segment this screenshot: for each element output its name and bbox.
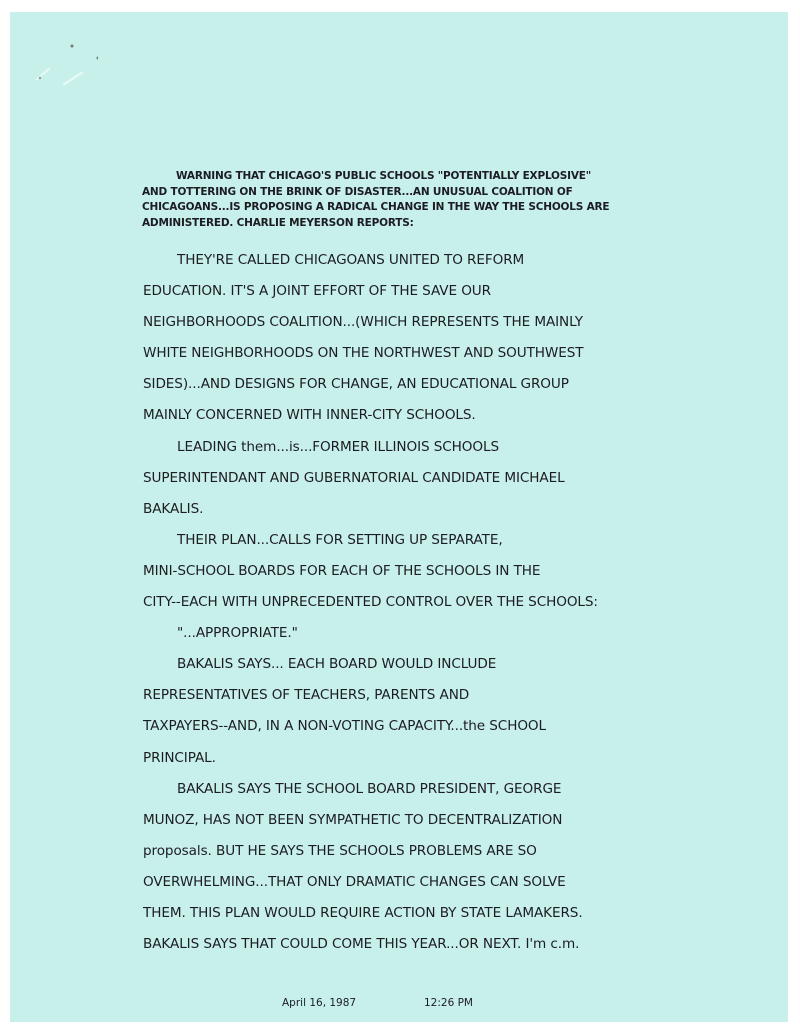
story-line: THEM. THIS PLAN WOULD REQUIRE ACTION BY STATE LAMAKERS. xyxy=(143,904,583,921)
story-line: WHITE NEIGHBORHOODS ON THE NORTHWEST AND SOUTHWEST xyxy=(143,345,584,362)
story-line: BAKALIS. xyxy=(143,500,204,517)
staple-marks xyxy=(28,40,98,100)
story-line: BAKALIS SAYS THAT COULD COME THIS YEAR...OR NEXT. I'm c.m. xyxy=(143,936,580,953)
story-line: BAKALIS SAYS THE SCHOOL BOARD PRESIDENT, GEORGE xyxy=(177,780,562,797)
document-page xyxy=(10,12,788,1022)
footer-date: April 16, 1987 xyxy=(282,997,357,1009)
footer-time: 12:26 PM xyxy=(424,997,473,1009)
lead-text: WARNING THAT CHICAGO'S PUBLIC SCHOOLS "POTENTIALLY EXPLOSIVE" AND TOTTERING ON THE BRINK OF DISASTER...AN UNUSUAL COALITION OF CHICAGOANS...IS PROPOSING A RADICAL CHANGE IN THE WAY THE SCHOOLS ARE ADMINISTERED. CHARLIE MEYERSON REPORTS: xyxy=(142,170,610,229)
story-line: LEADING them...is...FORMER ILLINOIS SCHOOLS xyxy=(177,438,499,455)
story-line: THEY'RE CALLED CHICAGOANS UNITED TO REFORM xyxy=(177,252,525,268)
story-line: SUPERINTENDANT AND GUBERNATORIAL CANDIDATE MICHAEL xyxy=(143,469,565,486)
story-line: CITY--EACH WITH UNPRECEDENTED CONTROL OVER THE SCHOOLS: xyxy=(143,594,598,611)
story-line: THEIR PLAN...CALLS FOR SETTING UP SEPARATE, xyxy=(177,531,503,548)
story-line: OVERWHELMING...THAT ONLY DRAMATIC CHANGES CAN SOLVE xyxy=(143,873,566,890)
story-body xyxy=(143,245,633,960)
story-line: REPRESENTATIVES OF TEACHERS, PARENTS AND xyxy=(143,687,470,704)
story-line: "...APPROPRIATE." xyxy=(177,625,298,642)
story-line: NEIGHBORHOODS COALITION...(WHICH REPRESENTS THE MAINLY xyxy=(143,314,584,331)
story-line: BAKALIS SAYS... EACH BOARD WOULD INCLUDE xyxy=(177,656,497,673)
story-line: EDUCATION. IT'S A JOINT EFFORT OF THE SAVE OUR xyxy=(143,283,491,300)
story-line: proposals. BUT HE SAYS THE SCHOOLS PROBLEMS ARE SO xyxy=(143,842,537,859)
story-line: MUNOZ, HAS NOT BEEN SYMPATHETIC TO DECENTRALIZATION xyxy=(143,811,563,828)
story-line: PRINCIPAL. xyxy=(143,749,216,766)
story-line: SIDES)...AND DESIGNS FOR CHANGE, AN EDUCATIONAL GROUP xyxy=(143,376,569,393)
story-line: MINI-SCHOOL BOARDS FOR EACH OF THE SCHOOLS IN THE xyxy=(143,562,541,579)
lead-paragraph xyxy=(142,169,612,231)
story-line: TAXPAYERS--AND, IN A NON-VOTING CAPACITY...the SCHOOL xyxy=(143,718,546,735)
story-line: MAINLY CONCERNED WITH INNER-CITY SCHOOLS. xyxy=(143,407,476,424)
